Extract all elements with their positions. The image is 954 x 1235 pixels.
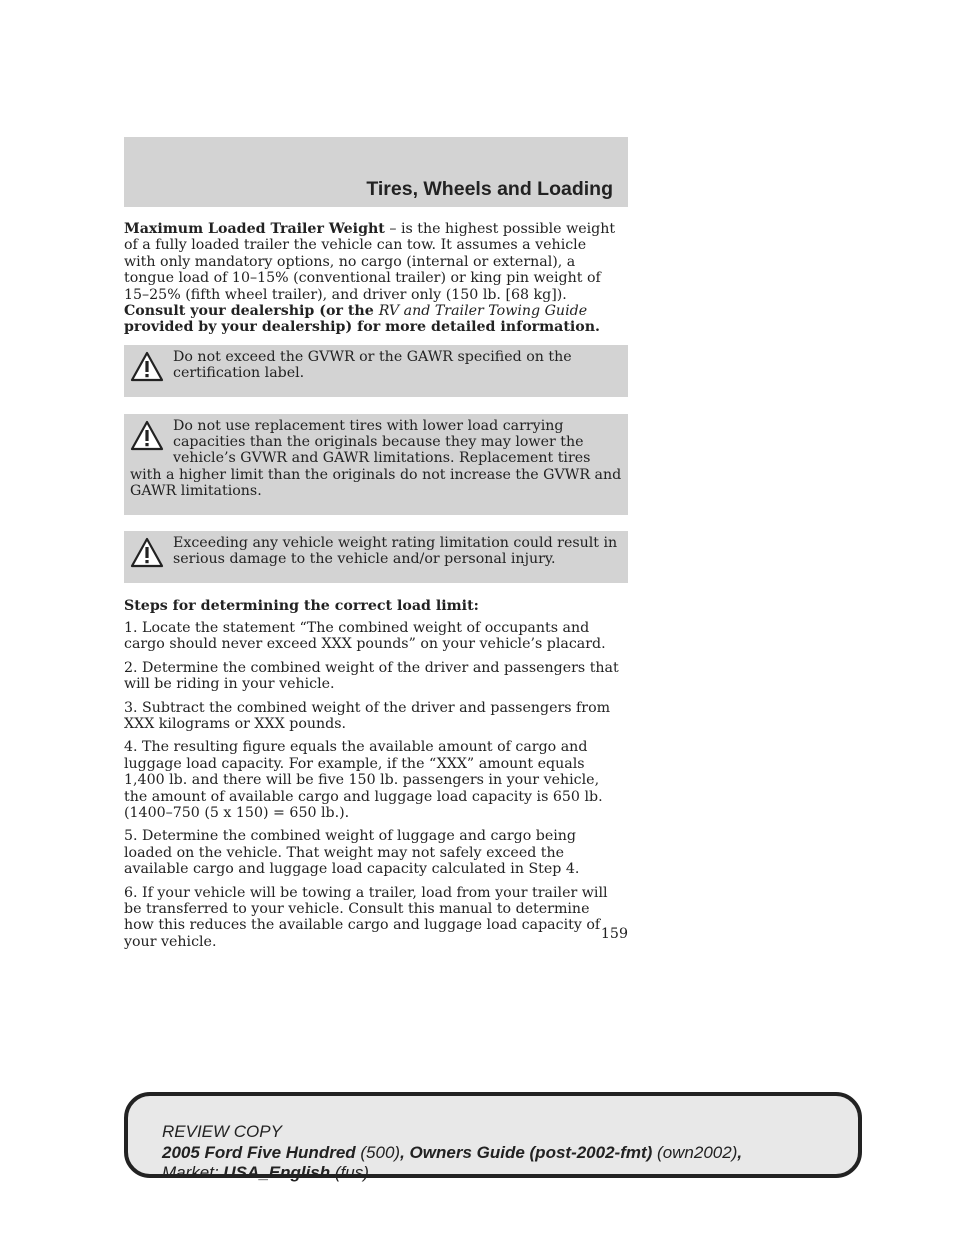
section-header-band [124,137,628,207]
footer-text [162,1122,742,1184]
warning-box [124,531,628,583]
intro-term: Maximum Loaded Trailer Weight [124,221,385,237]
intro-text: – is the highest possible weight of a fully loaded trailer the vehicle can tow. It assumes a vehicle with only mandatory options, no cargo (internal or external), a tongue load of 10–15% (conventional trailer) or king pin weight of 15–25% (fifth wheel trailer), and driver only (150 lb. [68 kg]). [124,221,616,303]
step-item: 6. If your vehicle will be towing a trailer, load from your trailer will be transferred to your vehicle. Consult this manual to determine how this reduces the available cargo and luggage load capacity of your vehicle. [124,884,608,950]
warning-text: Exceeding any vehicle weight rating limitation could result in serious damage to the vehicle and/or personal injury. [173,534,618,568]
warning-box [124,414,628,515]
review-copy-footer [124,1092,862,1182]
footer-market-label: Market: [162,1163,224,1182]
warning-triangle-icon [130,420,164,452]
step-item: 3. Subtract the combined weight of the driver and passengers from XXX kilograms or XXX pounds. [124,699,611,732]
footer-document-line [162,1143,742,1164]
step-item: 1. Locate the statement “The combined weight of occupants and cargo should never exceed XXX pounds” on your vehicle’s placard. [124,619,606,653]
intro-bold-a: Consult your dealership (or the [124,303,379,320]
warning-triangle-icon [130,351,164,383]
intro-paragraph [124,221,622,336]
section-title: Tires, Wheels and Loading [366,178,613,200]
intro-bold-b: provided by your dealership) for more detailed information. [124,319,600,336]
footer-guide: Owners Guide (post-2002-fmt) [409,1142,653,1162]
intro-guide-title: RV and Trailer Towing Guide [378,303,588,320]
footer-guide-code: (own2002) [652,1142,738,1162]
footer-market-line [162,1163,742,1184]
warning-text: Do not exceed the GVWR or the GAWR specified on the certification label. [173,348,572,382]
footer-review-label: REVIEW COPY [162,1122,282,1141]
steps-heading: Steps for determining the correct load limit: [124,597,479,614]
warning-text: Do not use replacement tires with lower load carrying capacities than the originals because they may lower the vehicle’s GVWR and GAWR limitations. Replacement tires with a higher limit than the originals do not increase the GVWR and GAWR limitations. [130,417,622,500]
step-item: 5. Determine the combined weight of luggage and cargo being loaded on the vehicle. That weight may not safely exceed the available cargo and luggage load capacity calculated in Step 4. [124,828,580,878]
warning-box [124,345,628,397]
step-item: 2. Determine the combined weight of the driver and passengers that will be riding in your vehicle. [124,659,619,693]
footer-vehicle-code: (500) [355,1142,401,1162]
step-item: 4. The resulting figure equals the available amount of cargo and luggage load capacity. For example, if the “XXX” amount equals 1,400 lb. and there will be five 150 lb. passengers in your vehicle, the amount of available cargo and luggage load capacity is 650 lb. (1400–750 (5 x 150) = 650 lb.). [124,739,603,821]
page-content [124,221,622,957]
footer-separator: , [400,1142,410,1162]
page-number: 159 [600,926,628,942]
warning-triangle-icon [130,537,164,569]
footer-market-code: (fus) [330,1163,369,1182]
footer-market: USA_English [223,1163,331,1182]
footer-vehicle: 2005 Ford Five Hundred [162,1142,356,1162]
footer-separator: , [737,1142,743,1162]
